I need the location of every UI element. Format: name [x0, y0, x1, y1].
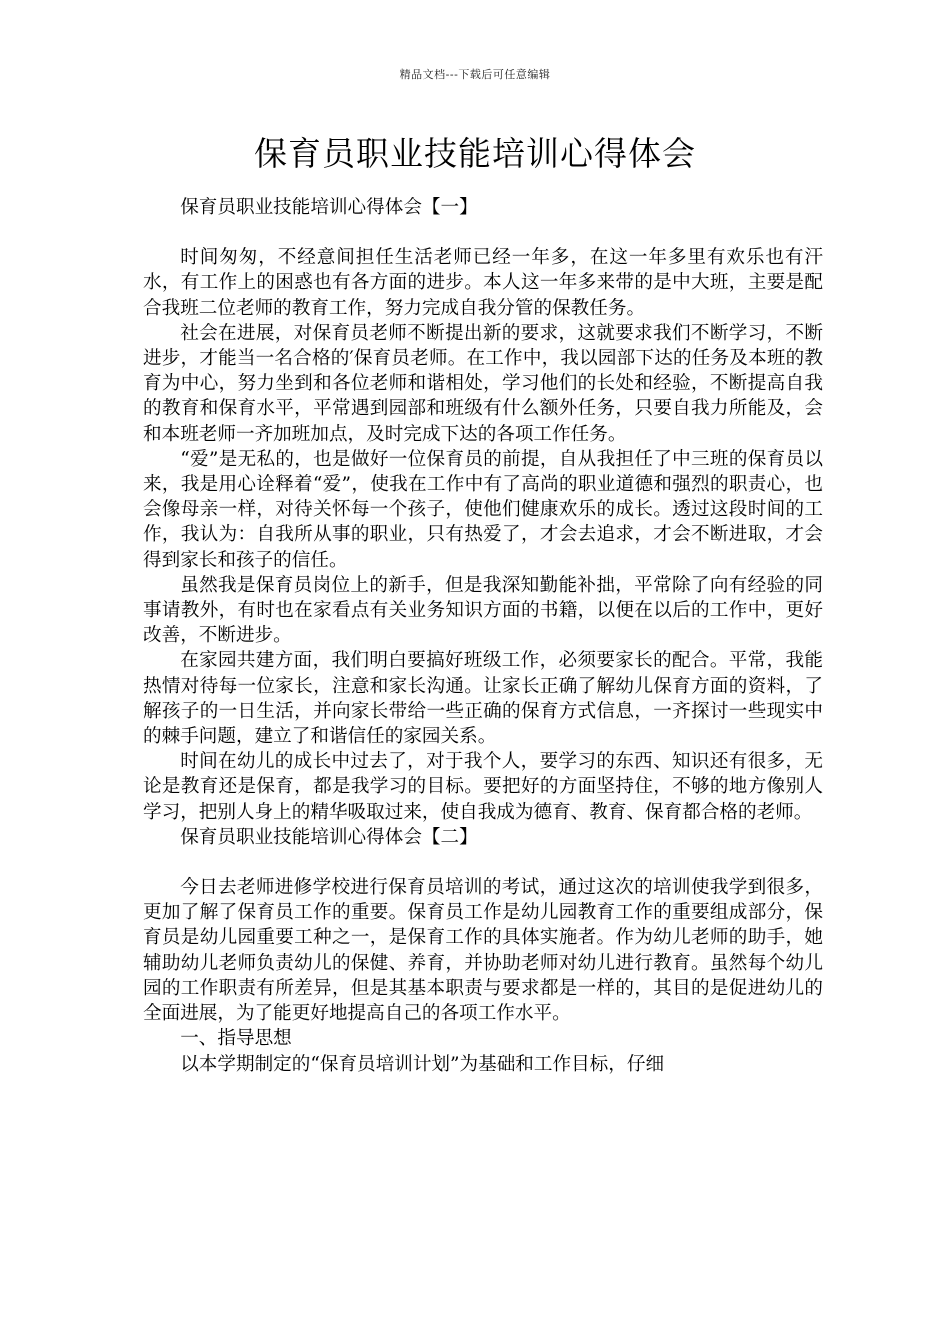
paragraph: 时间匆匆，不经意间担任生活老师已经一年多，在这一年多里有欢乐也有汗水，有工作上的困惑也有各方面的进步。本人这一年多来带的是中大班，主要是配合我班二位老师的教育工作，努力完成自我分管的保教任务。 [143, 247, 823, 319]
section-heading-2: 保育员职业技能培训心得体会【二】 [180, 826, 478, 848]
header-note: 精品文档---下载后可任意编辑 [399, 68, 551, 81]
subheading: 一、指导思想 [180, 1028, 292, 1050]
section-heading-1: 保育员职业技能培训心得体会【一】 [180, 197, 478, 218]
paragraph: 社会在进展，对保育员老师不断提出新的要求，这就要求我们不断学习，不断进步，才能当一名合格的′保育员老师。在工作中，我以园部下达的任务及本班的教育为中心，努力坐到和各位老师和谐相处，学习他们的长处和经验，不断提高自我的教育和保育水平，平常遇到园部和班级有什么额外任务，只要自我力所能及，会和本班老师一齐加班加点，及时完成下达的各项工作任务。 [143, 322, 823, 445]
paragraph: 在家园共建方面，我们明白要搞好班级工作，必须要家长的配合。平常，我能热情对待每一位家长，注意和家长沟通。让家长正确了解幼儿保育方面的资料，了解孩子的一日生活，并向家长带给一些正确的保育方式信息，一齐探讨一些现实中的棘手问题，建立了和谐信任的家园关系。 [143, 650, 823, 748]
blank-line [143, 850, 823, 875]
document-title: 保育员职业技能培训心得体会 [254, 134, 696, 173]
paragraph: 今日去老师进修学校进行保育员培训的考试，通过这次的培训使我学到很多，更加了解了保育员工作的重要。保育员工作是幼儿园教育工作的重要组成部分，保育员是幼儿园重要工种之一，是保育工作的具体实施者。作为幼儿老师的助手，她辅助幼儿老师负责幼儿的保健、养育，并协助老师对幼儿进行教育。虽然每个幼儿园的工作职责有所差异，但是其基本职责与要求都是一样的，其目的是促进幼儿的全面进展，为了能更好地提高自己的各项工作水平。 [143, 877, 823, 1025]
paragraph: 以本学期制定的“保育员培训计划”为基础和工作目标，仔细 [180, 1053, 665, 1075]
paragraph: 时间在幼儿的成长中过去了，对于我个人，要学习的东西、知识还有很多，无论是教育还是保育，都是我学习的目标。要把好的方面坚持住，不够的地方像别人学习，把别人身上的精华吸取过来，使自我成为德育、教育、保育都合格的老师。 [143, 751, 823, 823]
paragraph: “爱”是无私的，也是做好一位保育员的前提，自从我担任了中三班的保育员以来，我是用心诠释着“爱”，使我在工作中有了高尚的职业道德和强烈的职责心，也会像母亲一样，对待关怀每一个孩子，使他们健康欢乐的成长。透过这段时间的工作，我认为：自我所从事的职业，只有热爱了，才会去追求，才会不断进取，才会得到家长和孩子的信任。 [143, 448, 823, 571]
blank-line [143, 220, 823, 245]
document-body [143, 195, 823, 1077]
paragraph: 虽然我是保育员岗位上的新手，但是我深知勤能补拙，平常除了向有经验的同事请教外，有时也在家看点有关业务知识方面的书籍，以便在以后的工作中，更好改善，不断进步。 [143, 574, 823, 647]
